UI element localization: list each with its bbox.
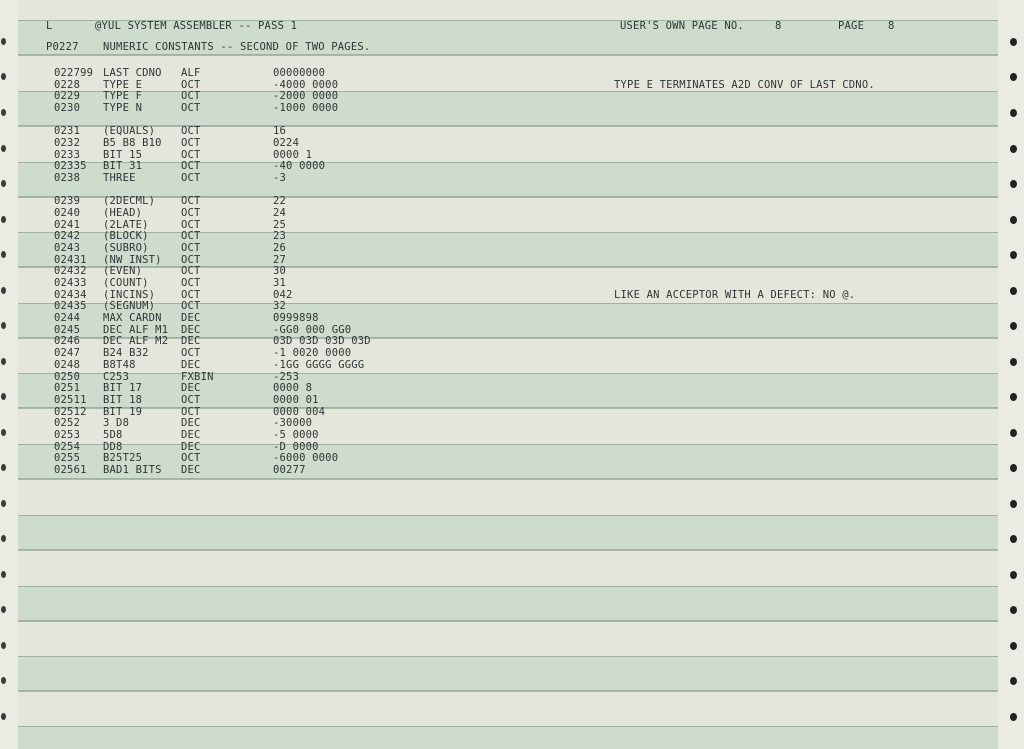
feed-hole bbox=[1010, 322, 1017, 330]
row-address: 0230 bbox=[54, 102, 81, 115]
system-title: @YUL SYSTEM ASSEMBLER -- PASS 1 bbox=[95, 20, 298, 32]
row-value: 23 bbox=[273, 230, 287, 243]
feed-hole bbox=[1, 38, 6, 45]
row-address: 0228 bbox=[54, 78, 81, 91]
row-opcode: DEC bbox=[181, 464, 201, 476]
feed-hole bbox=[1010, 642, 1017, 650]
row-address: 0253 bbox=[54, 428, 81, 441]
feed-hole bbox=[1, 251, 6, 258]
listing-row bbox=[18, 103, 998, 115]
row-opcode: OCT bbox=[181, 102, 201, 115]
row-opcode: OCT bbox=[181, 136, 201, 149]
row-label: B25T25 bbox=[103, 452, 143, 465]
row-value: 0000 1 bbox=[273, 148, 313, 161]
listing-row bbox=[18, 290, 998, 302]
listing-row bbox=[18, 278, 998, 290]
row-value: -5 0000 bbox=[273, 428, 319, 441]
row-label: MAX CARDN bbox=[103, 312, 162, 325]
row-value: -1 0020 0000 bbox=[273, 347, 352, 360]
row-label: TYPE F bbox=[103, 90, 143, 103]
row-label: DEC ALF M1 bbox=[103, 323, 169, 336]
row-opcode: OCT bbox=[181, 253, 201, 266]
assembly-listing bbox=[18, 68, 998, 477]
row-value: 30 bbox=[273, 265, 287, 278]
row-address: 02431 bbox=[54, 253, 87, 266]
feed-hole bbox=[1, 109, 6, 116]
row-label: (NW INST) bbox=[103, 253, 162, 266]
listing-row bbox=[18, 126, 998, 138]
row-address: 02512 bbox=[54, 405, 87, 418]
listing-row bbox=[18, 336, 998, 348]
feed-hole bbox=[1010, 180, 1017, 188]
feed-hole bbox=[1010, 571, 1017, 579]
feed-hole bbox=[1, 713, 6, 720]
feed-hole bbox=[1010, 535, 1017, 543]
feed-hole bbox=[1010, 429, 1017, 437]
row-address: 0248 bbox=[54, 358, 81, 371]
row-address: 0250 bbox=[54, 370, 81, 383]
row-opcode: DEC bbox=[181, 440, 201, 453]
row-label: TYPE N bbox=[103, 102, 143, 115]
row-label: (2DECML) bbox=[103, 195, 156, 208]
listing-row bbox=[18, 453, 998, 465]
row-value: 31 bbox=[273, 277, 287, 289]
row-address: 0247 bbox=[54, 347, 81, 360]
row-opcode: OCT bbox=[181, 230, 201, 243]
listing-row bbox=[18, 161, 998, 173]
row-opcode: DEC bbox=[181, 323, 201, 336]
feed-hole bbox=[1, 677, 6, 684]
row-address: 022799 bbox=[54, 67, 94, 79]
row-label: TYPE E bbox=[103, 78, 143, 91]
row-opcode: ALF bbox=[181, 67, 201, 79]
user-page-label: USER'S OWN PAGE NO. bbox=[620, 20, 744, 32]
feed-hole bbox=[1, 606, 6, 613]
row-opcode: OCT bbox=[181, 288, 201, 301]
row-label: (2LATE) bbox=[103, 218, 149, 231]
row-opcode: OCT bbox=[181, 265, 201, 278]
listing-row bbox=[18, 138, 998, 150]
feed-hole bbox=[1010, 216, 1017, 224]
section-title: NUMERIC CONSTANTS -- SECOND OF TWO PAGES. bbox=[103, 41, 371, 53]
row-value: -GG0 000 GG0 bbox=[273, 323, 352, 336]
listing-row bbox=[18, 266, 998, 278]
row-label: C253 bbox=[103, 370, 130, 383]
page-id: P0227 bbox=[46, 41, 79, 53]
page-label: PAGE bbox=[838, 20, 865, 32]
feed-hole bbox=[1010, 606, 1017, 614]
row-label: 3 D8 bbox=[103, 417, 130, 430]
listing-row bbox=[18, 418, 998, 430]
feed-hole bbox=[1010, 464, 1017, 472]
row-value: 22 bbox=[273, 195, 287, 208]
row-value: -3 bbox=[273, 172, 287, 184]
user-page-number: 8 bbox=[775, 20, 782, 32]
row-value: 00000000 bbox=[273, 67, 326, 79]
row-address: 0233 bbox=[54, 148, 81, 161]
feed-hole bbox=[1010, 500, 1017, 508]
listing-type: L bbox=[46, 20, 53, 32]
row-opcode: OCT bbox=[181, 172, 201, 184]
listing-row bbox=[18, 313, 998, 325]
row-value: 0000 004 bbox=[273, 405, 326, 418]
row-label: 5D8 bbox=[103, 428, 123, 441]
row-value: 25 bbox=[273, 218, 287, 231]
row-address: 0240 bbox=[54, 206, 81, 219]
feed-hole bbox=[1, 429, 6, 436]
row-value: -2000 0000 bbox=[273, 90, 339, 103]
row-address: 02435 bbox=[54, 300, 87, 313]
feed-hole bbox=[1, 216, 6, 223]
row-opcode: DEC bbox=[181, 417, 201, 430]
row-address: 0239 bbox=[54, 195, 81, 208]
ruled-line bbox=[18, 621, 998, 622]
feed-hole bbox=[1, 535, 6, 542]
row-address: 0231 bbox=[54, 125, 81, 138]
row-label: B8T48 bbox=[103, 358, 136, 371]
feed-hole bbox=[1, 393, 6, 400]
listing-row bbox=[18, 243, 998, 255]
row-address: 02433 bbox=[54, 277, 87, 289]
row-label: (HEAD) bbox=[103, 206, 143, 219]
row-label: BIT 15 bbox=[103, 148, 143, 161]
row-value: 0000 8 bbox=[273, 382, 313, 395]
row-value: 0999898 bbox=[273, 312, 319, 325]
row-comment: LIKE AN ACCEPTOR WITH A DEFECT: NO @. bbox=[614, 288, 856, 301]
row-label: BAD1 BITS bbox=[103, 464, 162, 476]
row-address: 0243 bbox=[54, 241, 81, 254]
row-opcode: OCT bbox=[181, 452, 201, 465]
row-value: -6000 0000 bbox=[273, 452, 339, 465]
listing-row bbox=[18, 407, 998, 419]
row-label: LAST CDNO bbox=[103, 67, 162, 79]
feed-hole bbox=[1010, 287, 1017, 295]
feed-hole bbox=[1, 500, 6, 507]
listing-row bbox=[18, 465, 998, 477]
row-opcode: OCT bbox=[181, 218, 201, 231]
row-address: 02432 bbox=[54, 265, 87, 278]
row-opcode: OCT bbox=[181, 78, 201, 91]
row-label: (INCINS) bbox=[103, 288, 156, 301]
ruled-line bbox=[18, 550, 998, 551]
row-value: -1000 0000 bbox=[273, 102, 339, 115]
tractor-feed-left bbox=[0, 0, 18, 749]
row-value: 27 bbox=[273, 253, 287, 266]
row-label: BIT 19 bbox=[103, 405, 143, 418]
feed-hole bbox=[1, 145, 6, 152]
green-bar bbox=[18, 515, 998, 550]
row-opcode: OCT bbox=[181, 125, 201, 138]
row-address: 0254 bbox=[54, 440, 81, 453]
feed-hole bbox=[1010, 73, 1017, 81]
row-label: (SUBRO) bbox=[103, 241, 149, 254]
row-value: -D 0000 bbox=[273, 440, 319, 453]
row-comment: TYPE E TERMINATES A2D CONV OF LAST CDNO. bbox=[614, 78, 875, 91]
listing-row bbox=[18, 360, 998, 372]
row-label: THREE bbox=[103, 172, 136, 184]
row-opcode: OCT bbox=[181, 148, 201, 161]
ruled-line bbox=[18, 479, 998, 480]
row-label: DEC ALF M2 bbox=[103, 335, 169, 348]
row-address: 0242 bbox=[54, 230, 81, 243]
listing-row bbox=[18, 301, 998, 313]
feed-hole bbox=[1, 73, 6, 80]
row-opcode: OCT bbox=[181, 195, 201, 208]
feed-hole bbox=[1010, 38, 1017, 46]
row-address: 02561 bbox=[54, 464, 87, 476]
listing-row bbox=[18, 383, 998, 395]
listing-row bbox=[18, 173, 998, 185]
row-opcode: OCT bbox=[181, 90, 201, 103]
row-address: 0232 bbox=[54, 136, 81, 149]
row-opcode: OCT bbox=[181, 277, 201, 289]
feed-hole bbox=[1, 287, 6, 294]
listing-row bbox=[18, 231, 998, 243]
row-opcode: DEC bbox=[181, 428, 201, 441]
feed-hole bbox=[1010, 145, 1017, 153]
row-value: -40 0000 bbox=[273, 160, 326, 173]
feed-hole bbox=[1, 464, 6, 471]
row-label: BIT 18 bbox=[103, 393, 143, 406]
row-label: B24 B32 bbox=[103, 347, 149, 360]
row-label: (EQUALS) bbox=[103, 125, 156, 138]
row-value: 24 bbox=[273, 206, 287, 219]
feed-hole bbox=[1, 571, 6, 578]
row-label: BIT 31 bbox=[103, 160, 143, 173]
row-opcode: DEC bbox=[181, 335, 201, 348]
row-address: 0255 bbox=[54, 452, 81, 465]
row-address: 0251 bbox=[54, 382, 81, 395]
row-address: 02335 bbox=[54, 160, 87, 173]
row-opcode: OCT bbox=[181, 393, 201, 406]
row-value: -4000 0000 bbox=[273, 78, 339, 91]
listing-row bbox=[18, 80, 998, 92]
row-opcode: FXBIN bbox=[181, 370, 214, 383]
listing-row bbox=[18, 372, 998, 384]
row-opcode: DEC bbox=[181, 358, 201, 371]
ruled-line bbox=[18, 691, 998, 692]
listing-row bbox=[18, 196, 998, 208]
row-address: 02511 bbox=[54, 393, 87, 406]
feed-hole bbox=[1010, 393, 1017, 401]
row-label: (SEGNUM) bbox=[103, 300, 156, 313]
row-opcode: OCT bbox=[181, 347, 201, 360]
listing-row bbox=[18, 208, 998, 220]
green-bar bbox=[18, 586, 998, 621]
row-opcode: DEC bbox=[181, 312, 201, 325]
tractor-feed-right bbox=[998, 0, 1024, 749]
page-number: 8 bbox=[888, 20, 895, 32]
listing-row bbox=[18, 395, 998, 407]
row-address: 0245 bbox=[54, 323, 81, 336]
listing-row bbox=[18, 150, 998, 162]
listing-row bbox=[18, 430, 998, 442]
listing-row bbox=[18, 220, 998, 232]
row-value: -30000 bbox=[273, 417, 313, 430]
row-label: (EVEN) bbox=[103, 265, 143, 278]
row-label: B5 B8 B10 bbox=[103, 136, 162, 149]
listing-row bbox=[18, 348, 998, 360]
row-opcode: OCT bbox=[181, 206, 201, 219]
row-label: BIT 17 bbox=[103, 382, 143, 395]
row-value: -1GG GGGG GGGG bbox=[273, 358, 365, 371]
row-opcode: DEC bbox=[181, 382, 201, 395]
row-opcode: OCT bbox=[181, 300, 201, 313]
row-value: 16 bbox=[273, 125, 287, 138]
row-opcode: OCT bbox=[181, 241, 201, 254]
green-bar bbox=[18, 656, 998, 691]
feed-hole bbox=[1010, 677, 1017, 685]
row-opcode: OCT bbox=[181, 160, 201, 173]
row-address: 0238 bbox=[54, 172, 81, 184]
listing-row bbox=[18, 68, 998, 80]
feed-hole bbox=[1010, 109, 1017, 117]
row-value: 0000 01 bbox=[273, 393, 319, 406]
row-label: (COUNT) bbox=[103, 277, 149, 289]
green-bar bbox=[18, 726, 998, 749]
row-address: 02434 bbox=[54, 288, 87, 301]
greenbar-paper bbox=[18, 0, 998, 749]
feed-hole bbox=[1010, 251, 1017, 259]
row-address: 0252 bbox=[54, 417, 81, 430]
row-address: 0244 bbox=[54, 312, 81, 325]
row-address: 0241 bbox=[54, 218, 81, 231]
feed-hole bbox=[1, 642, 6, 649]
row-value: 042 bbox=[273, 288, 293, 301]
feed-hole bbox=[1010, 358, 1017, 366]
row-label: (BLOCK) bbox=[103, 230, 149, 243]
feed-hole bbox=[1, 358, 6, 365]
row-value: 26 bbox=[273, 241, 287, 254]
feed-hole bbox=[1, 180, 6, 187]
listing-row bbox=[18, 91, 998, 103]
row-opcode: OCT bbox=[181, 405, 201, 418]
row-value: 00277 bbox=[273, 464, 306, 476]
row-value: -253 bbox=[273, 370, 300, 383]
listing-row bbox=[18, 255, 998, 267]
row-value: 0224 bbox=[273, 136, 300, 149]
row-value: 32 bbox=[273, 300, 287, 313]
feed-hole bbox=[1010, 713, 1017, 721]
row-address: 0229 bbox=[54, 90, 81, 103]
feed-hole bbox=[1, 322, 6, 329]
row-label: DD8 bbox=[103, 440, 123, 453]
row-address: 0246 bbox=[54, 335, 81, 348]
ruled-line bbox=[18, 55, 998, 56]
row-value: 03D 03D 03D 03D bbox=[273, 335, 371, 348]
listing-row bbox=[18, 442, 998, 454]
